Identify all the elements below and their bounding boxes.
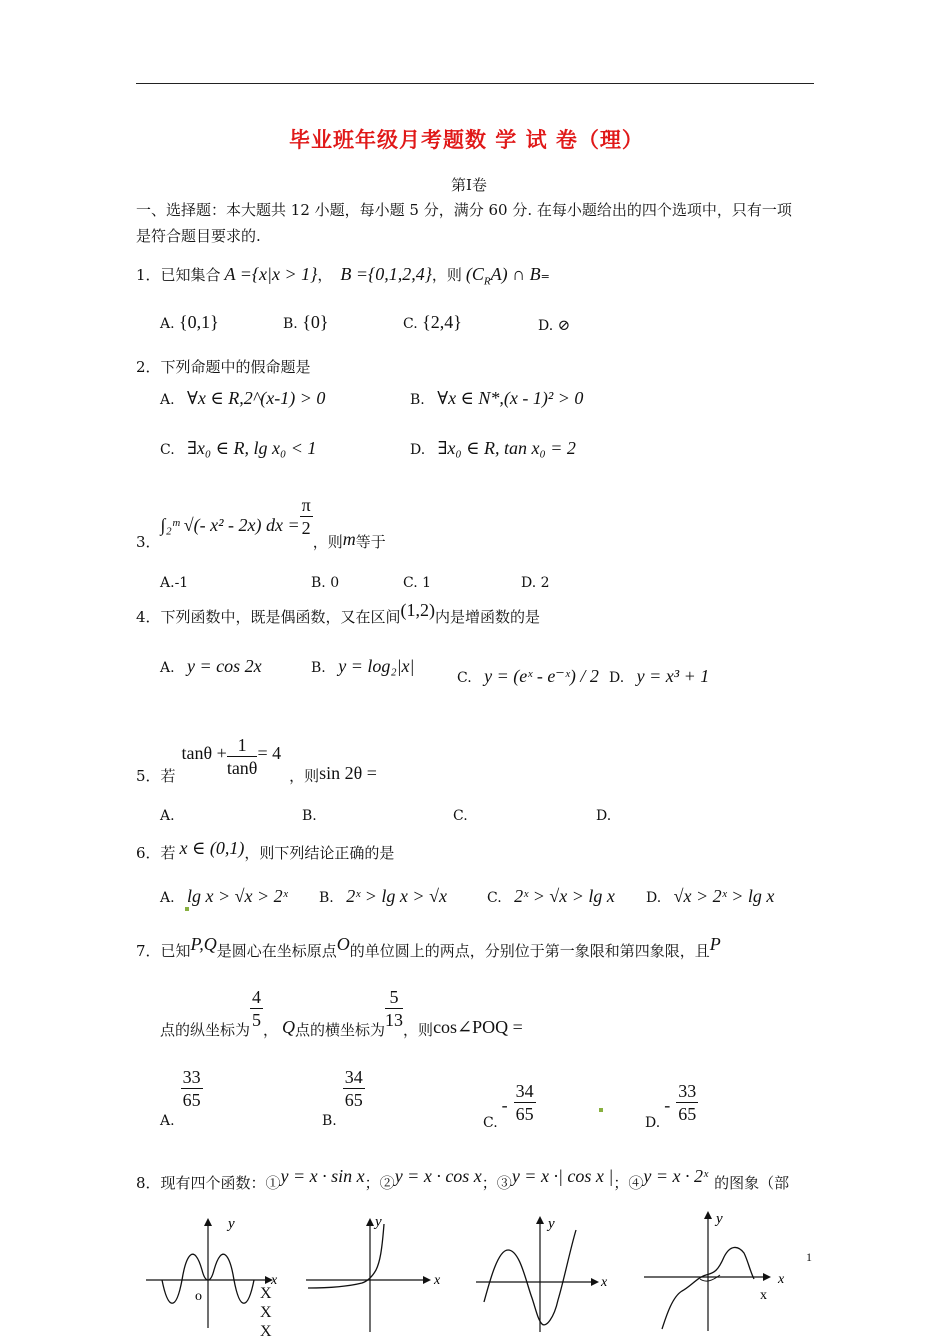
x-label: x — [434, 1273, 441, 1288]
q1-option-b[interactable]: B. {0} — [283, 312, 329, 332]
q7-option-b[interactable]: B. $\frac{34}{65}$ — [322, 1067, 363, 1129]
stray-dot-mark — [599, 1108, 603, 1112]
q5-option-d[interactable]: D. — [596, 808, 612, 824]
page-title: 毕业班年级月考题数 学 试 卷（理） — [289, 127, 644, 152]
instructions-line-1: 一、选择题：本大题共 12 小题，每小题 5 分，满分 60 分. 在每小题给出的四个选项中，只有一项 — [136, 201, 792, 219]
y-axis-arrow-icon — [704, 1211, 712, 1219]
y-label: y — [548, 1216, 555, 1232]
y-label: y — [228, 1216, 235, 1232]
x-axis-arrow-icon — [591, 1278, 599, 1286]
q5-option-b[interactable]: B. — [302, 808, 317, 824]
q3-stem: 3．∫₂ᵐ √(- x² - 2x) dx = $\frac{\pi}{2}$ ，则m等于 — [136, 495, 386, 551]
q2-stem: 2．下列命题中的假命题是 — [136, 358, 311, 376]
q7-option-d[interactable]: D.- $\frac{33}{65}$ — [645, 1081, 697, 1131]
curve — [308, 1224, 384, 1288]
q1-option-d[interactable]: D. ⊘ — [538, 316, 571, 334]
q5-option-c[interactable]: C. — [453, 808, 468, 824]
header-rule — [136, 83, 814, 84]
x-label: x — [271, 1273, 278, 1288]
q3-option-a[interactable]: A.-1 — [160, 575, 189, 591]
curve — [484, 1230, 576, 1325]
q2-option-c[interactable]: C. ∃x₀ ∈ R, lg x₀ < 1 — [160, 438, 317, 458]
y-axis-arrow-icon — [536, 1216, 544, 1224]
q1-option-a[interactable]: A. {0,1} — [160, 312, 219, 332]
origin-label: o — [195, 1289, 202, 1304]
x-label: x — [601, 1275, 608, 1290]
q4-option-d[interactable]: D. y = x³ + 1 — [609, 666, 710, 686]
q3-option-b[interactable]: B. 0 — [311, 575, 340, 591]
q6-option-b[interactable]: B. 2ˣ > lg x > √x — [319, 886, 447, 906]
q4-option-a[interactable]: A. y = cos 2x — [160, 656, 262, 676]
q6-option-a[interactable]: A. lg x > √x > 2ˣ — [160, 886, 288, 906]
x-axis-arrow-icon — [763, 1273, 771, 1281]
q8-stem: 8．现有四个函数：①y = x · sin x；②y = x · cos x；③y = x ·| cos x |；④y = x · 2ˣ 的图象（部 — [136, 1166, 790, 1192]
q5-stem: 5．若tanθ + $\frac{1}{\tan\theta}$ = 4，则sin 2θ = — [136, 735, 377, 785]
graph-3 — [470, 1210, 620, 1335]
y-axis-arrow-icon — [366, 1218, 374, 1226]
y-label: y — [375, 1214, 382, 1230]
x-label: x — [778, 1272, 785, 1287]
q7-stem-line-1: 7．已知P,Q是圆心在坐标原点O的单位圆上的两点，分别位于第一象限和第四象限，且P — [136, 934, 721, 960]
q1-stem: 1．已知集合 A ={x|x > 1}， B ={0,1,2,4}，则 $(C_RA)$ ∩ B= — [136, 264, 550, 288]
y-axis-arrow-icon — [204, 1218, 212, 1226]
q7-option-a[interactable]: A. $\frac{33}{65}$ — [160, 1067, 201, 1129]
q6-stem: 6．若 x ∈ (0,1)，则下列结论正确的是 — [136, 838, 395, 862]
q4-option-c[interactable]: C. y = (eˣ - e⁻ˣ) / 2 — [457, 666, 599, 686]
q2-option-b[interactable]: B. ∀x ∈ N*,(x - 1)² > 0 — [410, 388, 584, 408]
q6-option-d[interactable]: D. √x > 2ˣ > lg x — [646, 886, 775, 906]
page-number: 1 — [806, 1250, 812, 1264]
y-label: y — [716, 1211, 723, 1227]
q2-option-d[interactable]: D. ∃x₀ ∈ R, tan x₀ = 2 — [410, 438, 576, 458]
q5-option-a[interactable]: A. — [160, 808, 175, 824]
graph-2 — [300, 1210, 450, 1335]
q3-option-c[interactable]: C. 1 — [403, 575, 432, 591]
instructions-line-2: 是符合题目要求的. — [136, 227, 261, 245]
x-label-lower: x — [760, 1288, 767, 1303]
q4-stem: 4．下列函数中，既是偶函数，又在区间(1,2)内是增函数的是 — [136, 600, 541, 626]
xxx-marks: X X X — [260, 1285, 272, 1340]
q7-stem-line-2: 点的纵坐标为 $\frac{4}{5}$ ， Q点的横坐标为 $\frac{5}{13}$ ，则cos∠POQ = — [160, 987, 523, 1039]
q3-option-d[interactable]: D. 2 — [521, 575, 550, 591]
q4-option-b[interactable]: B. y = log₂|x| — [311, 656, 415, 676]
q6-option-c[interactable]: C. 2ˣ > √x > lg x — [487, 886, 615, 906]
stray-dot-mark — [185, 907, 189, 911]
q2-option-a[interactable]: A. ∀x ∈ R,2^(x-1) > 0 — [160, 388, 326, 408]
x-axis-arrow-icon — [423, 1276, 431, 1284]
q1-option-c[interactable]: C. {2,4} — [403, 312, 462, 332]
graph-4 — [640, 1205, 795, 1335]
section-label: 第Ⅰ卷 — [451, 176, 487, 194]
q7-option-c[interactable]: C.- $\frac{34}{65}$ — [483, 1081, 534, 1131]
